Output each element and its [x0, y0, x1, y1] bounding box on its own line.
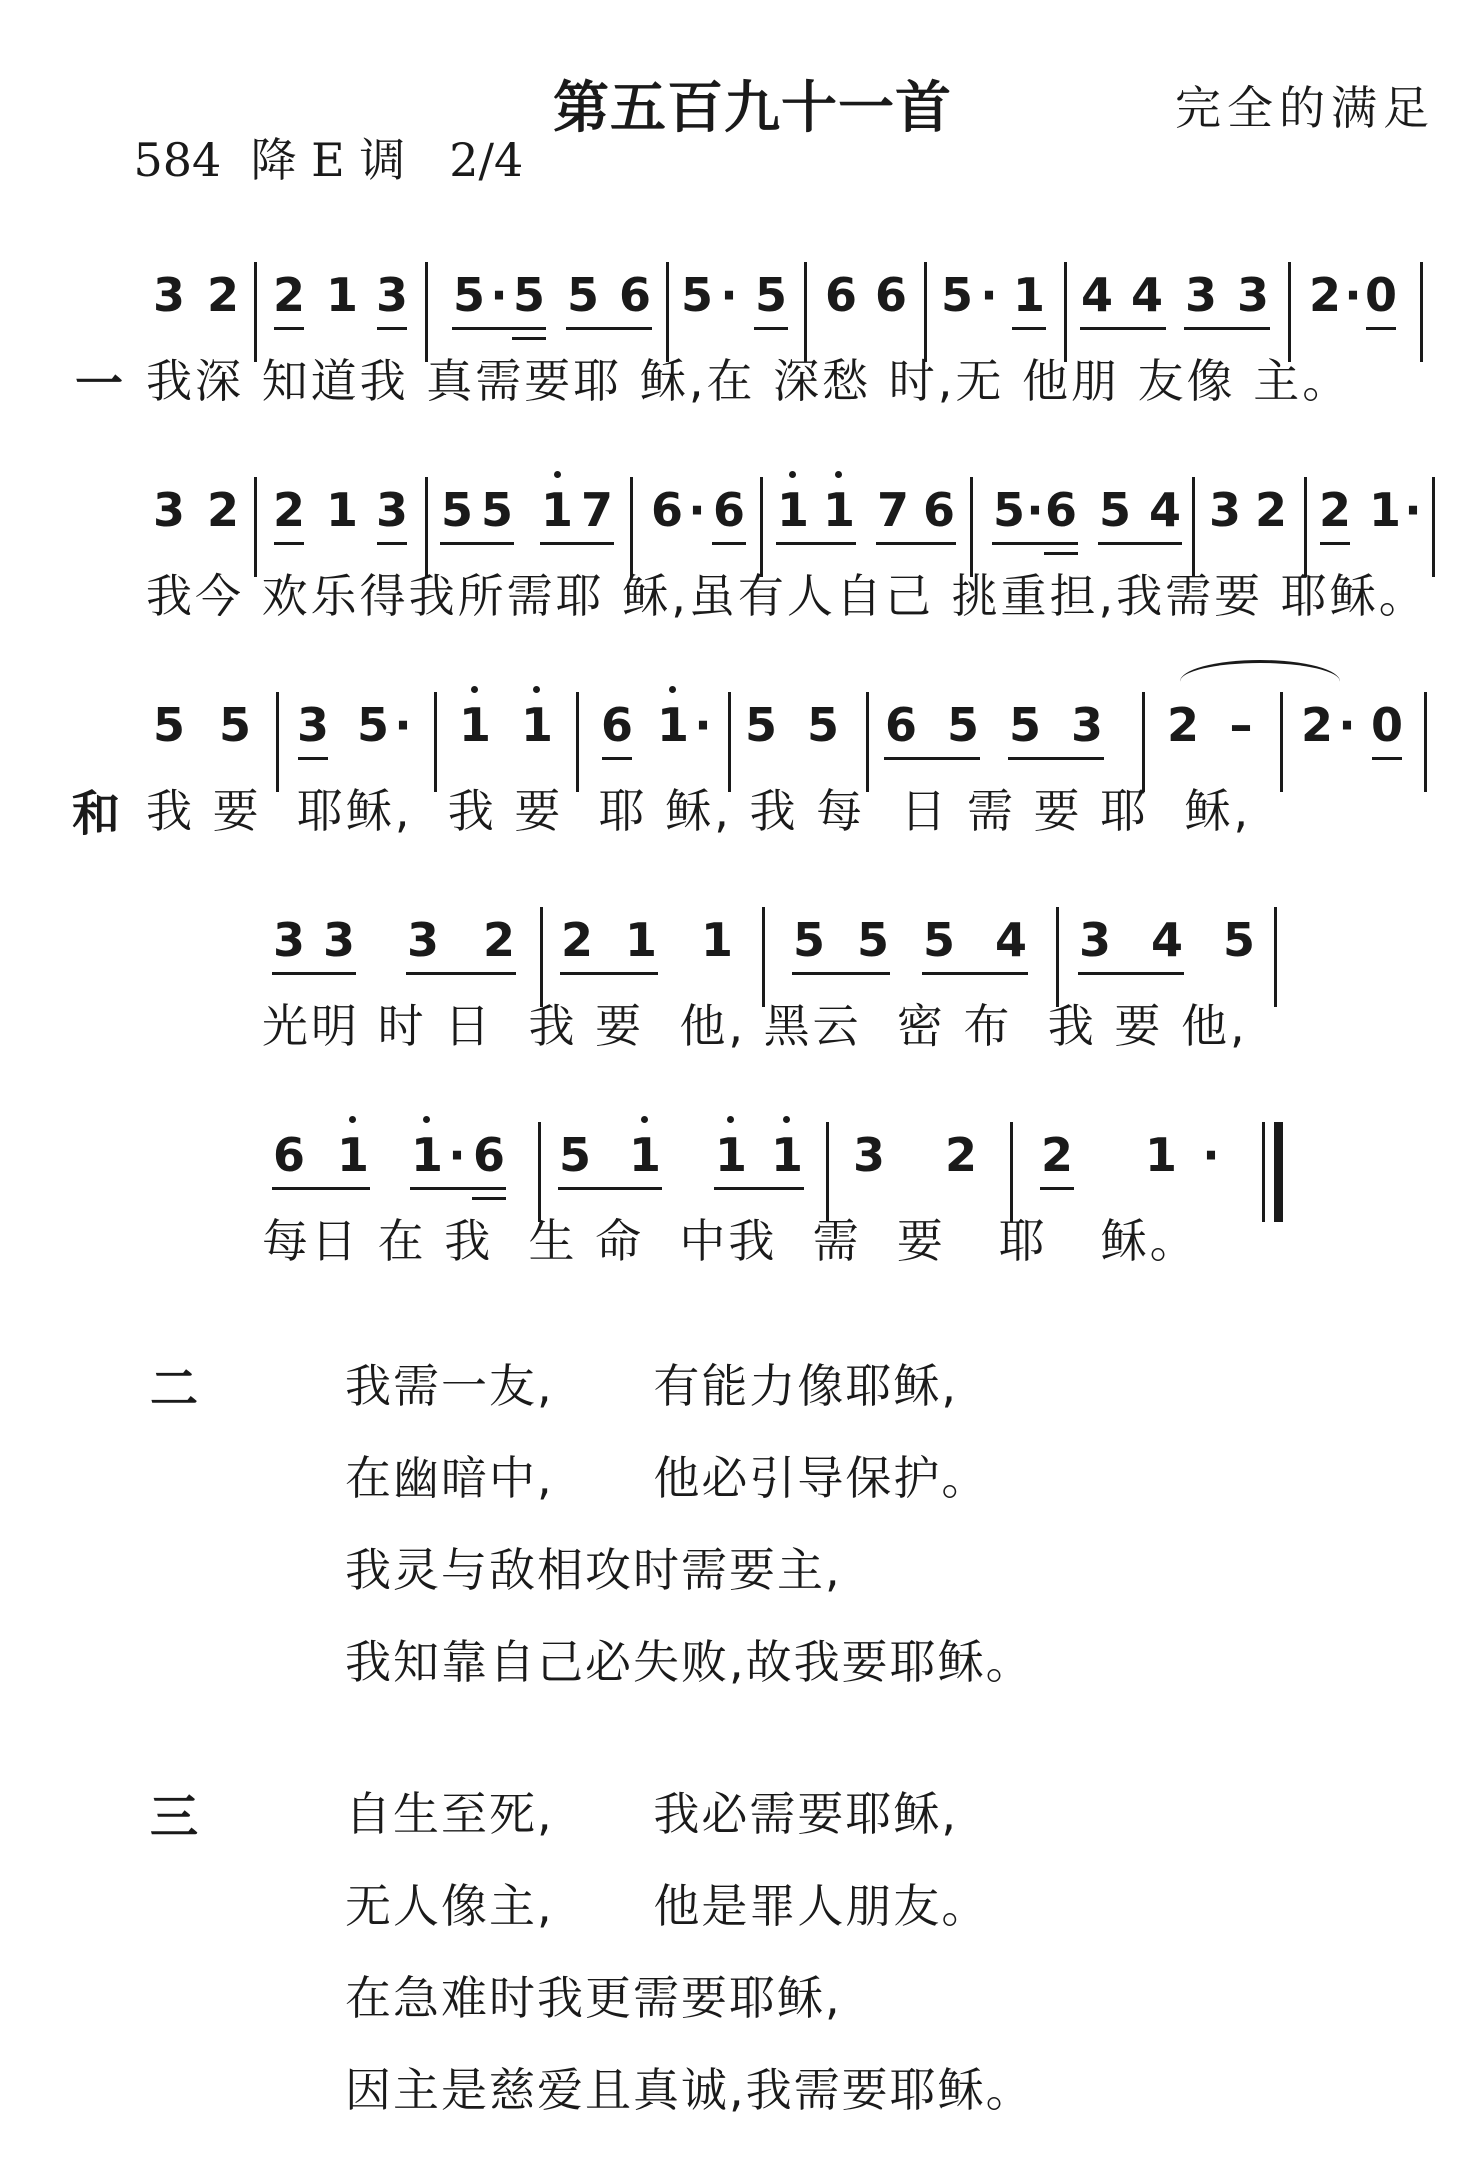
score-line-3 [0, 690, 1470, 840]
verse-marker: 一 [75, 356, 124, 412]
octave-dot [533, 686, 540, 693]
barline [1280, 692, 1283, 792]
note-digit: – [1229, 698, 1253, 752]
octave-dot [554, 471, 561, 478]
note-digit: 2 [1254, 483, 1287, 537]
note-digit: 1 [325, 483, 358, 537]
note-digit: 3 [1070, 698, 1103, 752]
beam-underline [272, 1187, 370, 1190]
note-digit: 3 [852, 1128, 885, 1182]
verse-number: 二 [150, 1361, 199, 1417]
note-digit: 2 [272, 268, 305, 322]
note-digit: 6 [650, 483, 683, 537]
note-digit: · [980, 268, 998, 322]
beam-underline [410, 1187, 506, 1190]
octave-dot [471, 686, 478, 693]
note-digit: 1 [336, 1128, 369, 1182]
note-digit: 7 [580, 483, 613, 537]
beam-underline [1184, 327, 1270, 330]
note-digit: 1 [1368, 483, 1401, 537]
note-digit: · [448, 1128, 466, 1182]
note-digit: 2 [206, 268, 239, 322]
octave-dot [669, 686, 676, 693]
lyrics-row: 我深 知道我 真需要耶 稣,在 深愁 时,无 他朋 友像 主。 [146, 354, 1352, 408]
note-digit: 1 [714, 1128, 747, 1182]
verse-line: 我灵与敌相攻时需要主, [345, 1543, 842, 1597]
note-digit: 4 [1130, 268, 1163, 322]
note-digit: 2 [560, 913, 593, 967]
note-digit: 6 [922, 483, 955, 537]
note-digit: 1 [458, 698, 491, 752]
note-digit: 5 [1222, 913, 1255, 967]
score-line-1 [0, 260, 1470, 410]
note-digit: 3 [152, 268, 185, 322]
note-digit: 1 [770, 1128, 803, 1182]
key-signature: 降 E 调 [250, 133, 406, 187]
note-digit: 2 [1308, 268, 1341, 322]
note-digit: 5 [792, 913, 825, 967]
beam-underline [560, 972, 658, 975]
note-digit: 1 [822, 483, 855, 537]
verse-line: 我需一友, 有能力像耶稣, [345, 1359, 958, 1413]
note-digit: 6 [712, 483, 745, 537]
note-digit: 4 [1150, 913, 1183, 967]
note-digit: · [694, 698, 712, 752]
note-digit: 6 [1044, 483, 1077, 537]
note-digit: 6 [824, 268, 857, 322]
note-digit: · [1344, 268, 1362, 322]
note-digit: 3 [375, 268, 408, 322]
note-digit: · [720, 268, 738, 322]
note-digit: 5 [856, 913, 889, 967]
note-digit: 5 [922, 913, 955, 967]
beam-underline [472, 1197, 506, 1200]
note-digit: 3 [1236, 268, 1269, 322]
beam-underline [1008, 757, 1104, 760]
note-digit: 3 [152, 483, 185, 537]
barline [1424, 692, 1427, 792]
octave-dot [835, 471, 842, 478]
note-digit: · [1338, 698, 1356, 752]
note-digit: 5 [512, 268, 545, 322]
page-header [0, 70, 1470, 187]
beam-underline [298, 757, 328, 760]
note-digit: 6 [884, 698, 917, 752]
score-line-4 [0, 905, 1470, 1055]
note-digit: · [688, 483, 706, 537]
verse-marker: 和 [72, 786, 121, 842]
note-digit: 5 [440, 483, 473, 537]
note-digit: 5 [152, 698, 185, 752]
barline [1274, 1122, 1283, 1222]
note-digit: 4 [1148, 483, 1181, 537]
verse-line: 在急难时我更需要耶稣, [345, 1971, 842, 2025]
octave-dot [423, 1116, 430, 1123]
note-digit: 3 [322, 913, 355, 967]
note-digit: 5 [940, 268, 973, 322]
note-digit: 2 [1318, 483, 1351, 537]
note-digit: 1 [628, 1128, 661, 1182]
beam-underline [1098, 542, 1182, 545]
lyrics-row: 光明 时 日 我 要 他, 黑云 密 布 我 要 他, [262, 999, 1248, 1053]
score-line-2 [0, 475, 1470, 625]
beam-underline [1040, 1187, 1074, 1190]
note-digit: 5 [452, 268, 485, 322]
note-digit: 4 [994, 913, 1027, 967]
beam-underline [512, 337, 546, 340]
octave-dot [783, 1116, 790, 1123]
note-digit: 2 [206, 483, 239, 537]
beam-underline [602, 757, 632, 760]
beam-underline [377, 327, 407, 330]
note-digit: 5 [946, 698, 979, 752]
note-digit: 6 [618, 268, 651, 322]
beam-underline [566, 327, 652, 330]
note-digit: 3 [1078, 913, 1111, 967]
beam-underline [876, 542, 956, 545]
note-digit: 7 [876, 483, 909, 537]
octave-dot [641, 1116, 648, 1123]
verse-line: 自生至死, 我必需要耶稣, [345, 1787, 958, 1841]
barline [1420, 262, 1423, 362]
beam-underline [1012, 327, 1046, 330]
note-digit: 5 [1098, 483, 1131, 537]
beam-underline [884, 757, 980, 760]
note-digit: 5 [680, 268, 713, 322]
note-digit: 5 [992, 483, 1025, 537]
page-number: 584 [133, 133, 222, 187]
note-digit: 6 [600, 698, 633, 752]
note-digit: 1 [1144, 1128, 1177, 1182]
note-digit: 5 [754, 268, 787, 322]
beam-underline [922, 972, 1028, 975]
beam-underline [792, 972, 890, 975]
verse-line: 无人像主, 他是罪人朋友。 [345, 1879, 990, 1933]
beam-underline [1320, 542, 1350, 545]
barline [1432, 477, 1435, 577]
note-digit: 1 [410, 1128, 443, 1182]
note-digit: 1 [520, 698, 553, 752]
verse-number: 三 [150, 1789, 199, 1845]
beam-underline [440, 542, 514, 545]
note-digit: · [490, 268, 508, 322]
hymn-subtitle: 完全的满足 [1175, 81, 1435, 135]
verse-3 [0, 1778, 1470, 2117]
note-digit: 3 [1208, 483, 1241, 537]
note-digit: 2 [1300, 698, 1333, 752]
note-digit: 3 [406, 913, 439, 967]
beam-underline [1078, 972, 1184, 975]
barline [1274, 907, 1277, 1007]
note-digit: 6 [874, 268, 907, 322]
note-digit: 5 [218, 698, 251, 752]
note-digit: · [394, 698, 412, 752]
beam-underline [1044, 552, 1078, 555]
hymn-meta [75, 70, 523, 244]
note-digit: 2 [272, 483, 305, 537]
verse-line: 在幽暗中, 他必引导保护。 [345, 1451, 990, 1505]
note-digit: 1 [624, 913, 657, 967]
octave-dot [727, 1116, 734, 1123]
score-line-5 [0, 1120, 1470, 1270]
beam-underline [452, 327, 546, 330]
verse-line: 我知靠自己必失败,故我要耶稣。 [345, 1635, 1034, 1689]
lyrics-row: 我今 欢乐得我所需耶 稣,虽有人自己 挑重担,我需要 耶稣。 [146, 569, 1428, 623]
note-digit: 1 [540, 483, 573, 537]
note-digit: 1 [656, 698, 689, 752]
hymn-title: 第五百九十一首 [553, 76, 952, 141]
beam-underline [712, 542, 746, 545]
note-digit: 5 [1008, 698, 1041, 752]
note-digit: · [1202, 1128, 1220, 1182]
lyrics-row: 每日 在 我 生 命 中我 需 要 耶 稣。 [262, 1214, 1199, 1268]
beam-underline [272, 972, 356, 975]
note-digit: 5 [558, 1128, 591, 1182]
note-digit: 1 [776, 483, 809, 537]
beam-underline [274, 542, 304, 545]
note-digit: 3 [296, 698, 329, 752]
beam-underline [1080, 327, 1166, 330]
note-digit: 2 [482, 913, 515, 967]
beam-underline [406, 972, 516, 975]
note-digit: · [1026, 483, 1044, 537]
octave-dot [789, 471, 796, 478]
note-digit: 2 [1040, 1128, 1073, 1182]
beam-underline [714, 1187, 804, 1190]
octave-dot [349, 1116, 356, 1123]
note-digit: 5 [744, 698, 777, 752]
beam-underline [377, 542, 407, 545]
verse-2 [0, 1350, 1470, 1689]
beam-underline [540, 542, 614, 545]
note-digit: 3 [272, 913, 305, 967]
barline [1262, 1122, 1265, 1222]
note-digit: 2 [944, 1128, 977, 1182]
note-digit: 5 [566, 268, 599, 322]
note-digit: 6 [272, 1128, 305, 1182]
lyrics-row: 我 要 耶稣, 我 要 耶 稣, 我 每 日 需 要 耶 稣, [146, 784, 1252, 838]
beam-underline [754, 327, 788, 330]
beam-underline [1366, 327, 1396, 330]
note-digit: 5 [806, 698, 839, 752]
note-digit: 3 [1184, 268, 1217, 322]
note-digit: 4 [1080, 268, 1113, 322]
note-digit: 1 [1012, 268, 1045, 322]
note-digit: 5 [480, 483, 513, 537]
note-digit: · [1404, 483, 1422, 537]
beam-underline [1372, 757, 1402, 760]
note-digit: 0 [1364, 268, 1397, 322]
note-digit: 1 [700, 913, 733, 967]
note-digit: 1 [325, 268, 358, 322]
note-digit: 6 [472, 1128, 505, 1182]
note-digit: 3 [375, 483, 408, 537]
note-digit: 2 [1166, 698, 1199, 752]
beam-underline [992, 542, 1078, 545]
note-digit: 5 [356, 698, 389, 752]
note-digit: 0 [1370, 698, 1403, 752]
beam-underline [776, 542, 856, 545]
beam-underline [274, 327, 304, 330]
beam-underline [558, 1187, 662, 1190]
time-signature: 2/4 [449, 133, 524, 187]
verse-line: 因主是慈爱且真诚,我需要耶稣。 [345, 2063, 1034, 2117]
